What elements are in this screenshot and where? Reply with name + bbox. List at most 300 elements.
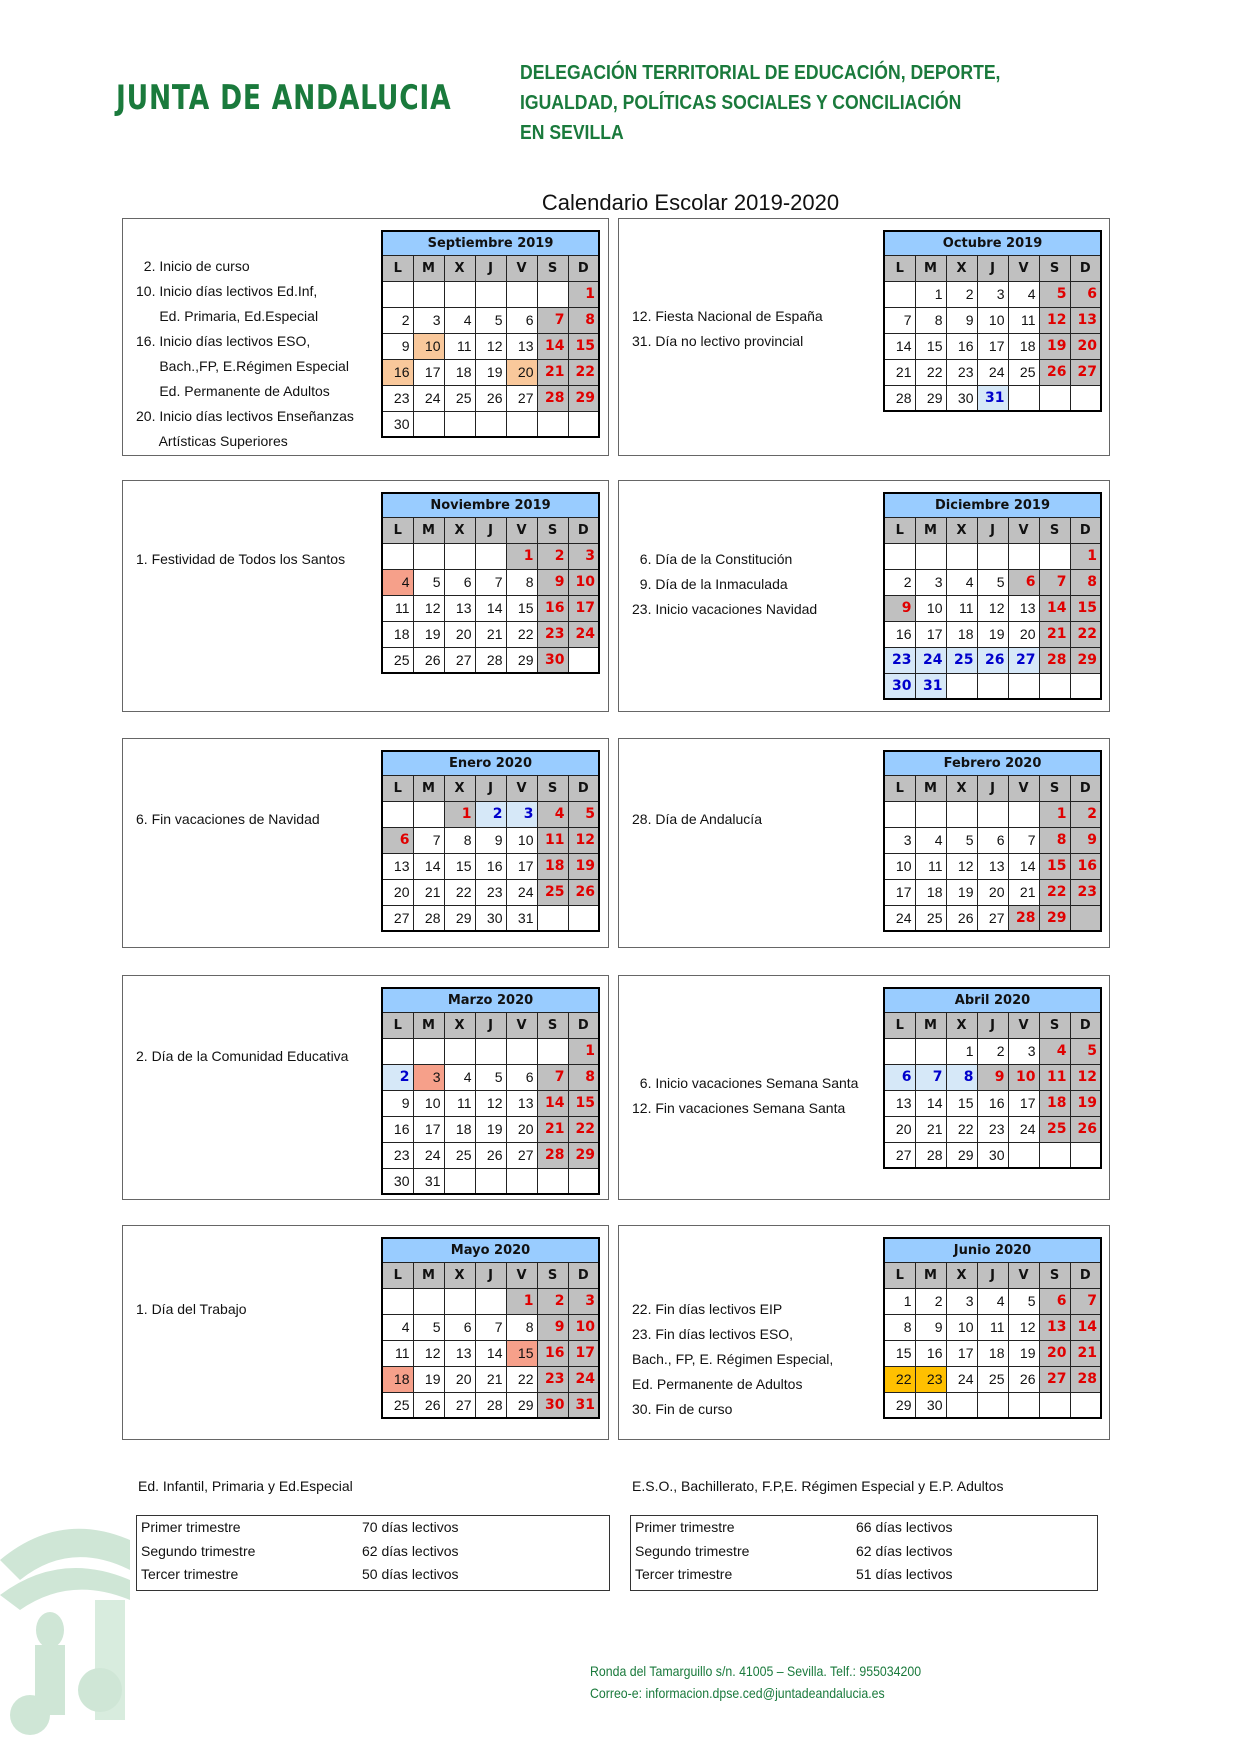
day-cell: 30	[946, 385, 977, 411]
day-cell: 23	[884, 647, 915, 673]
month-header: Junio 2020	[884, 1238, 1101, 1262]
day-cell: 3	[1008, 1038, 1039, 1064]
month-notes	[632, 807, 762, 832]
month-notes	[632, 1071, 858, 1121]
day-cell: 27	[382, 905, 413, 931]
month-header: Febrero 2020	[884, 751, 1101, 775]
day-cell: 18	[444, 1116, 475, 1142]
note-item: 12. Fiesta Nacional de España	[632, 308, 823, 324]
day-cell	[946, 543, 977, 569]
weekday-header: J	[475, 517, 506, 543]
weekday-header: J	[977, 255, 1008, 281]
month-notes	[136, 547, 345, 572]
day-cell: 3	[413, 307, 444, 333]
day-cell: 7	[1008, 827, 1039, 853]
note-item: 16. Inicio días lectivos ESO,	[136, 333, 311, 349]
day-cell: 31	[413, 1168, 444, 1194]
day-cell: 20	[444, 621, 475, 647]
day-cell: 31	[915, 673, 946, 699]
day-cell: 8	[915, 307, 946, 333]
day-cell: 3	[946, 1288, 977, 1314]
day-cell	[1070, 905, 1101, 931]
day-cell: 11	[537, 827, 568, 853]
term-label: Tercer trimestre	[141, 1566, 239, 1582]
day-cell: 21	[537, 1116, 568, 1142]
day-cell	[382, 1288, 413, 1314]
weekday-header: X	[946, 255, 977, 281]
day-cell	[1070, 385, 1101, 411]
day-cell: 1	[1039, 801, 1070, 827]
weekday-header: M	[413, 1262, 444, 1288]
day-cell	[1008, 801, 1039, 827]
term-days: 62 días lectivos	[362, 1542, 459, 1559]
day-cell: 9	[382, 1090, 413, 1116]
weekday-header: D	[568, 255, 599, 281]
weekday-header: V	[506, 255, 537, 281]
day-cell: 7	[537, 307, 568, 333]
day-cell: 26	[413, 1392, 444, 1418]
day-cell: 16	[915, 1340, 946, 1366]
weekday-header: X	[946, 1012, 977, 1038]
day-cell: 29	[506, 647, 537, 673]
day-cell: 3	[884, 827, 915, 853]
day-cell: 8	[1039, 827, 1070, 853]
day-cell: 20	[977, 879, 1008, 905]
day-cell: 30	[475, 905, 506, 931]
day-cell	[977, 543, 1008, 569]
day-cell: 9	[977, 1064, 1008, 1090]
day-cell	[1070, 673, 1101, 699]
day-cell: 7	[915, 1064, 946, 1090]
note-item: 2. Inicio de curso	[136, 258, 250, 274]
day-cell: 7	[1039, 569, 1070, 595]
note-item: 2. Día de la Comunidad Educativa	[136, 1048, 349, 1064]
day-cell: 8	[506, 1314, 537, 1340]
day-cell: 28	[1008, 905, 1039, 931]
note-item: 20. Inicio días lectivos Enseñanzas	[136, 408, 354, 424]
day-cell	[382, 281, 413, 307]
summary-row	[137, 1563, 609, 1587]
day-cell	[946, 801, 977, 827]
day-cell: 26	[475, 1142, 506, 1168]
day-cell: 13	[977, 853, 1008, 879]
day-cell: 3	[977, 281, 1008, 307]
day-cell: 19	[1008, 1340, 1039, 1366]
day-cell: 16	[946, 333, 977, 359]
day-cell: 26	[413, 647, 444, 673]
day-cell	[884, 543, 915, 569]
day-cell	[884, 1038, 915, 1064]
day-cell	[915, 1038, 946, 1064]
day-cell: 1	[568, 281, 599, 307]
day-cell: 27	[977, 905, 1008, 931]
day-cell: 3	[568, 543, 599, 569]
day-cell: 23	[382, 385, 413, 411]
day-cell: 29	[506, 1392, 537, 1418]
day-cell: 28	[475, 1392, 506, 1418]
weekday-header: L	[382, 1012, 413, 1038]
weekday-header: X	[444, 1012, 475, 1038]
day-cell: 31	[977, 385, 1008, 411]
day-cell: 10	[413, 333, 444, 359]
day-cell	[1039, 1142, 1070, 1168]
day-cell: 17	[568, 595, 599, 621]
day-cell	[1008, 385, 1039, 411]
weekday-header: S	[1039, 775, 1070, 801]
weekday-header: M	[413, 517, 444, 543]
day-cell: 13	[444, 595, 475, 621]
weekday-header: L	[382, 255, 413, 281]
day-cell: 31	[568, 1392, 599, 1418]
day-cell: 21	[413, 879, 444, 905]
day-cell: 29	[1070, 647, 1101, 673]
day-cell: 10	[884, 853, 915, 879]
summary-row	[631, 1563, 1097, 1587]
month-calendar	[381, 492, 600, 674]
day-cell: 29	[884, 1392, 915, 1418]
weekday-header: D	[568, 1262, 599, 1288]
day-cell: 2	[382, 1064, 413, 1090]
day-cell	[568, 411, 599, 437]
day-cell: 20	[506, 1116, 537, 1142]
weekday-header: S	[537, 517, 568, 543]
day-cell: 20	[382, 879, 413, 905]
day-cell: 21	[1070, 1340, 1101, 1366]
day-cell: 12	[1039, 307, 1070, 333]
day-cell: 15	[444, 853, 475, 879]
day-cell: 20	[1070, 333, 1101, 359]
day-cell	[506, 281, 537, 307]
day-cell: 21	[1008, 879, 1039, 905]
day-cell: 11	[382, 595, 413, 621]
day-cell: 10	[977, 307, 1008, 333]
day-cell: 19	[475, 1116, 506, 1142]
day-cell: 24	[413, 1142, 444, 1168]
day-cell: 11	[382, 1340, 413, 1366]
day-cell: 23	[537, 621, 568, 647]
day-cell: 1	[506, 1288, 537, 1314]
weekday-header: M	[413, 255, 444, 281]
note-item: 12. Fin vacaciones Semana Santa	[632, 1100, 846, 1116]
day-cell: 7	[475, 1314, 506, 1340]
footer-email[interactable]: Correo-e: informacion.dpse.ced@juntadeandalucia.es	[590, 1685, 885, 1701]
day-cell: 1	[1070, 543, 1101, 569]
weekday-header: M	[915, 517, 946, 543]
day-cell: 2	[977, 1038, 1008, 1064]
day-cell: 14	[1008, 853, 1039, 879]
day-cell: 5	[946, 827, 977, 853]
day-cell: 12	[1008, 1314, 1039, 1340]
term-label: Segundo trimestre	[635, 1542, 750, 1559]
day-cell: 21	[1039, 621, 1070, 647]
day-cell	[568, 1168, 599, 1194]
day-cell: 2	[382, 307, 413, 333]
day-cell: 23	[946, 359, 977, 385]
note-item: Ed. Primaria, Ed.Especial	[136, 308, 319, 324]
weekday-header: D	[1070, 255, 1101, 281]
day-cell: 19	[413, 621, 444, 647]
day-cell: 20	[1039, 1340, 1070, 1366]
day-cell: 16	[382, 1116, 413, 1142]
day-cell: 2	[915, 1288, 946, 1314]
day-cell: 9	[884, 595, 915, 621]
day-cell: 9	[1070, 827, 1101, 853]
day-cell: 4	[537, 801, 568, 827]
day-cell: 16	[977, 1090, 1008, 1116]
day-cell: 4	[977, 1288, 1008, 1314]
day-cell: 8	[506, 569, 537, 595]
day-cell: 8	[1070, 569, 1101, 595]
day-cell: 18	[382, 1366, 413, 1392]
day-cell	[475, 1168, 506, 1194]
day-cell: 12	[1070, 1064, 1101, 1090]
weekday-header: X	[946, 517, 977, 543]
day-cell: 28	[413, 905, 444, 931]
day-cell: 11	[1039, 1064, 1070, 1090]
day-cell: 22	[506, 621, 537, 647]
month-notes	[136, 254, 354, 454]
day-cell: 12	[977, 595, 1008, 621]
day-cell: 17	[977, 333, 1008, 359]
day-cell: 4	[444, 307, 475, 333]
month-notes	[136, 1297, 247, 1322]
weekday-header: V	[506, 775, 537, 801]
day-cell: 25	[915, 905, 946, 931]
day-cell	[475, 281, 506, 307]
day-cell: 10	[413, 1090, 444, 1116]
day-cell: 6	[382, 827, 413, 853]
day-cell: 27	[506, 1142, 537, 1168]
month-calendar	[381, 987, 600, 1195]
day-cell: 15	[884, 1340, 915, 1366]
note-item: 6. Día de la Constitución	[632, 551, 793, 567]
day-cell: 15	[915, 333, 946, 359]
weekday-header: V	[506, 1012, 537, 1038]
day-cell: 23	[537, 1366, 568, 1392]
day-cell: 14	[413, 853, 444, 879]
day-cell: 13	[444, 1340, 475, 1366]
day-cell: 11	[915, 853, 946, 879]
note-item: 23. Inicio vacaciones Navidad	[632, 601, 818, 617]
weekday-header: J	[475, 775, 506, 801]
day-cell: 6	[977, 827, 1008, 853]
weekday-header: D	[568, 1012, 599, 1038]
day-cell: 8	[444, 827, 475, 853]
day-cell: 28	[475, 647, 506, 673]
day-cell: 6	[884, 1064, 915, 1090]
delegation-title: DELEGACIÓN TERRITORIAL DE EDUCACIÓN, DEPORTE, IGUALDAD, POLÍTICAS SOCIALES Y CONCILIACIÓN EN SEVILLA	[520, 62, 1001, 144]
day-cell: 26	[1039, 359, 1070, 385]
weekday-header: J	[475, 1262, 506, 1288]
day-cell: 13	[884, 1090, 915, 1116]
day-cell: 18	[444, 359, 475, 385]
day-cell: 16	[537, 1340, 568, 1366]
day-cell: 26	[977, 647, 1008, 673]
day-cell	[444, 281, 475, 307]
day-cell	[915, 543, 946, 569]
summary-table-left	[136, 1515, 610, 1591]
day-cell: 14	[537, 1090, 568, 1116]
day-cell	[537, 905, 568, 931]
day-cell: 27	[1070, 359, 1101, 385]
day-cell: 1	[444, 801, 475, 827]
day-cell: 23	[382, 1142, 413, 1168]
weekday-header: V	[1008, 1012, 1039, 1038]
day-cell: 5	[475, 307, 506, 333]
day-cell: 7	[537, 1064, 568, 1090]
day-cell: 3	[568, 1288, 599, 1314]
weekday-header: D	[1070, 1012, 1101, 1038]
day-cell: 24	[884, 905, 915, 931]
weekday-header: M	[915, 255, 946, 281]
andalucia-emblem-icon	[0, 1500, 130, 1740]
day-cell: 26	[946, 905, 977, 931]
day-cell: 13	[506, 333, 537, 359]
term-days: 50 días lectivos	[362, 1566, 459, 1582]
day-cell: 21	[475, 621, 506, 647]
day-cell: 22	[506, 1366, 537, 1392]
day-cell: 30	[537, 1392, 568, 1418]
month-notes	[632, 547, 817, 622]
day-cell: 14	[475, 1340, 506, 1366]
day-cell: 14	[475, 595, 506, 621]
note-item: 10. Inicio días lectivos Ed.Inf,	[136, 283, 318, 299]
day-cell: 28	[915, 1142, 946, 1168]
day-cell	[413, 1288, 444, 1314]
day-cell: 30	[884, 673, 915, 699]
day-cell: 5	[1070, 1038, 1101, 1064]
day-cell: 9	[915, 1314, 946, 1340]
day-cell: 12	[413, 595, 444, 621]
weekday-header: L	[884, 775, 915, 801]
day-cell	[537, 411, 568, 437]
weekday-header: J	[475, 255, 506, 281]
day-cell: 1	[568, 1038, 599, 1064]
day-cell	[1039, 1392, 1070, 1418]
day-cell: 14	[884, 333, 915, 359]
day-cell: 22	[1070, 621, 1101, 647]
day-cell: 23	[977, 1116, 1008, 1142]
day-cell: 25	[1008, 359, 1039, 385]
day-cell: 18	[946, 621, 977, 647]
day-cell: 4	[915, 827, 946, 853]
day-cell: 17	[413, 359, 444, 385]
note-item: 9. Día de la Inmaculada	[632, 576, 788, 592]
weekday-header: J	[475, 1012, 506, 1038]
day-cell	[946, 673, 977, 699]
summary-row	[137, 1516, 609, 1540]
term-label: Tercer trimestre	[635, 1566, 733, 1582]
day-cell: 25	[1039, 1116, 1070, 1142]
day-cell: 29	[946, 1142, 977, 1168]
day-cell	[475, 543, 506, 569]
day-cell	[946, 1392, 977, 1418]
note-item: Bach.,FP, E.Régimen Especial	[136, 358, 349, 374]
day-cell: 25	[537, 879, 568, 905]
day-cell: 13	[1039, 1314, 1070, 1340]
day-cell: 23	[915, 1366, 946, 1392]
weekday-header: J	[977, 1012, 1008, 1038]
day-cell: 10	[915, 595, 946, 621]
term-days: 62 días lectivos	[856, 1542, 953, 1559]
day-cell	[977, 673, 1008, 699]
day-cell	[444, 543, 475, 569]
day-cell: 5	[413, 1314, 444, 1340]
footer-contact	[590, 1660, 921, 1704]
day-cell: 20	[506, 359, 537, 385]
day-cell: 30	[537, 647, 568, 673]
term-days: 51 días lectivos	[856, 1566, 953, 1582]
day-cell: 25	[444, 1142, 475, 1168]
day-cell: 16	[537, 595, 568, 621]
month-notes	[136, 1044, 348, 1069]
day-cell: 25	[382, 1392, 413, 1418]
day-cell: 22	[568, 359, 599, 385]
weekday-header: L	[382, 1262, 413, 1288]
weekday-header: L	[884, 255, 915, 281]
day-cell: 13	[1070, 307, 1101, 333]
day-cell	[444, 411, 475, 437]
day-cell: 13	[506, 1090, 537, 1116]
day-cell	[1070, 1142, 1101, 1168]
day-cell	[413, 543, 444, 569]
day-cell: 7	[475, 569, 506, 595]
day-cell: 23	[475, 879, 506, 905]
day-cell: 26	[568, 879, 599, 905]
day-cell: 19	[977, 621, 1008, 647]
day-cell: 6	[1039, 1288, 1070, 1314]
summary-row	[137, 1540, 609, 1564]
day-cell: 7	[413, 827, 444, 853]
month-header: Mayo 2020	[382, 1238, 599, 1262]
weekday-header: D	[568, 775, 599, 801]
day-cell: 4	[1039, 1038, 1070, 1064]
day-cell: 27	[506, 385, 537, 411]
day-cell: 27	[444, 647, 475, 673]
day-cell: 12	[946, 853, 977, 879]
day-cell: 24	[568, 1366, 599, 1392]
day-cell: 9	[537, 1314, 568, 1340]
day-cell: 22	[915, 359, 946, 385]
day-cell: 15	[568, 1090, 599, 1116]
day-cell: 17	[884, 879, 915, 905]
term-label: Primer trimestre	[635, 1519, 735, 1535]
weekday-header: M	[915, 1262, 946, 1288]
weekday-header: V	[1008, 255, 1039, 281]
weekday-header: J	[977, 517, 1008, 543]
day-cell: 25	[977, 1366, 1008, 1392]
note-item: 23. Fin días lectivos ESO,	[632, 1326, 794, 1342]
month-calendar	[381, 750, 600, 932]
day-cell: 8	[946, 1064, 977, 1090]
day-cell	[506, 411, 537, 437]
day-cell: 28	[537, 1142, 568, 1168]
day-cell	[884, 281, 915, 307]
day-cell: 19	[475, 359, 506, 385]
month-header: Octubre 2019	[884, 231, 1101, 255]
day-cell	[475, 1288, 506, 1314]
day-cell: 12	[475, 333, 506, 359]
weekday-header: S	[1039, 255, 1070, 281]
day-cell	[1008, 1392, 1039, 1418]
day-cell: 25	[444, 385, 475, 411]
month-header: Noviembre 2019	[382, 493, 599, 517]
day-cell: 4	[946, 569, 977, 595]
term-days: 66 días lectivos	[856, 1519, 953, 1535]
day-cell	[413, 1038, 444, 1064]
weekday-header: S	[537, 775, 568, 801]
day-cell: 20	[444, 1366, 475, 1392]
